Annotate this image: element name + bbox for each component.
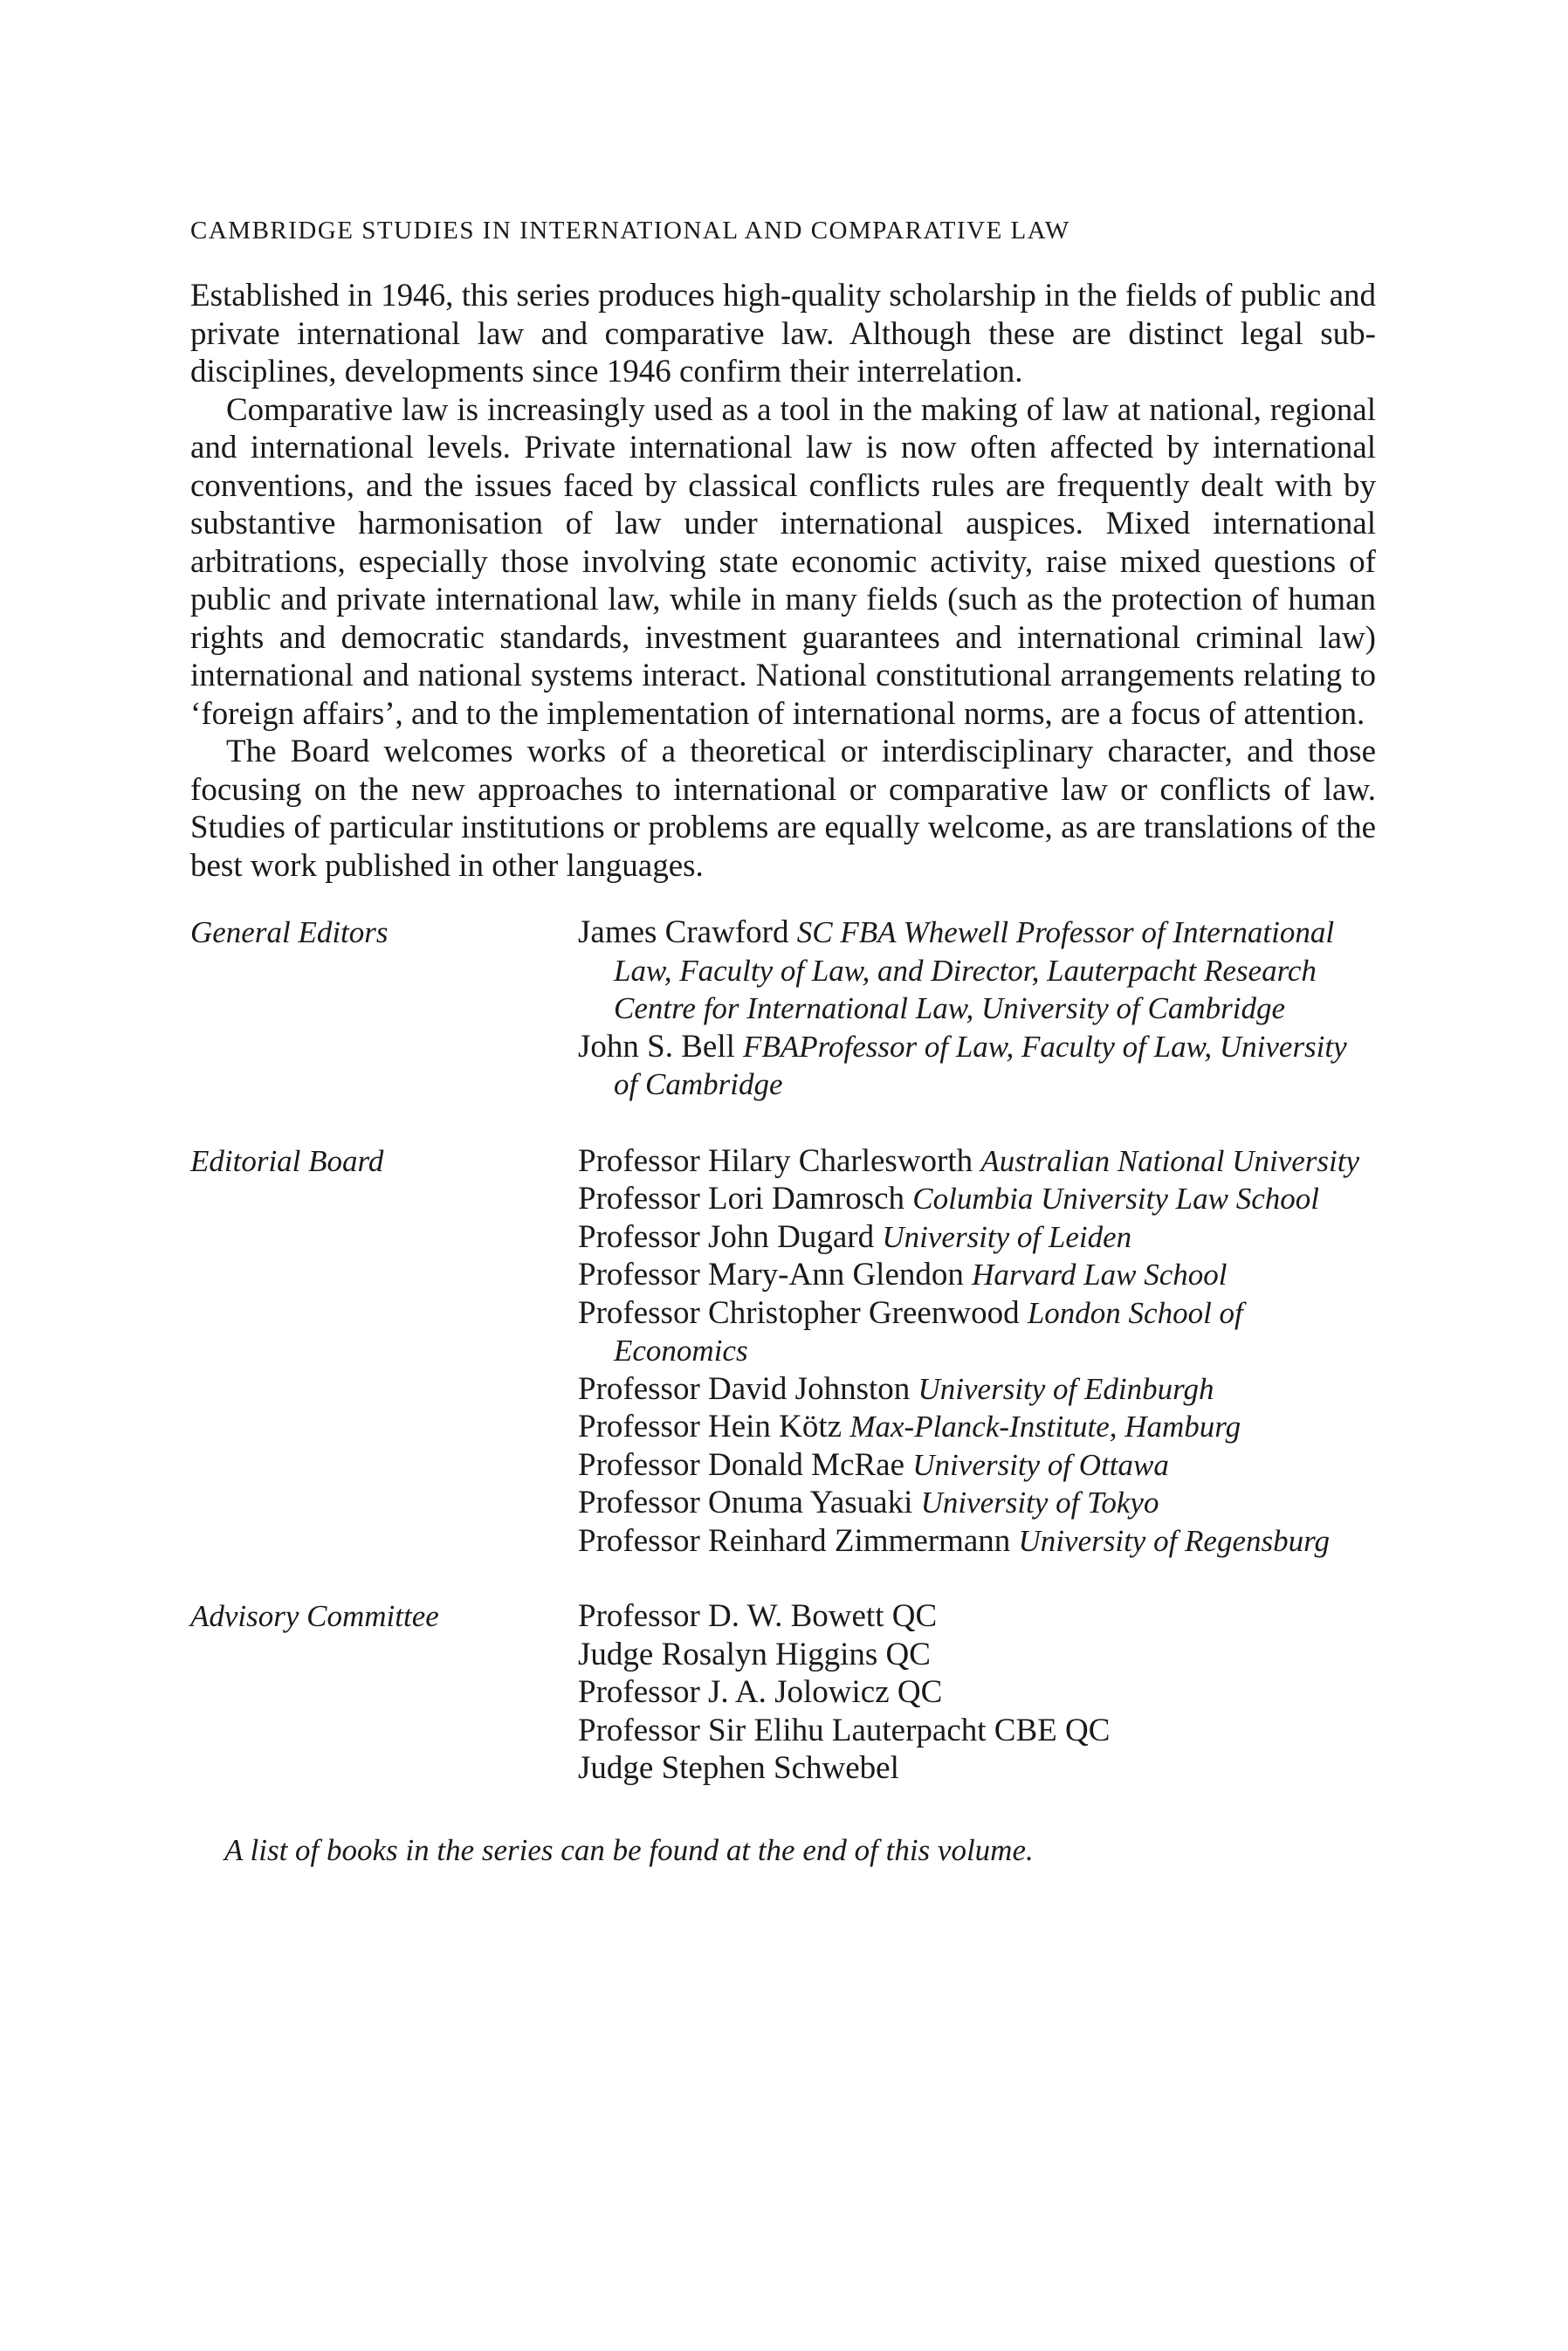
advisory-committee-group xyxy=(190,1597,1376,1788)
member-name: Professor Sir Elihu Lauterpacht CBE QC xyxy=(578,1712,1111,1748)
general-editors-label: General Editors xyxy=(190,915,389,949)
member-entry xyxy=(578,1484,1376,1522)
member-entry xyxy=(578,1597,1376,1636)
member-affiliation: University of Edinburgh xyxy=(918,1371,1214,1406)
member-entry xyxy=(578,1749,1376,1788)
member-name: Professor Onuma Yasuaki xyxy=(578,1485,913,1520)
member-name: Professor John Dugard xyxy=(578,1218,875,1255)
member-affiliation: FBAProfessor of Law, Faculty of Law, University of Cambridge xyxy=(614,1029,1347,1101)
board-welcome-paragraph: The Board welcomes works of a theoretical or interdisciplinary character, and those focusing on the new approaches to international or comparative law or conflicts of law. Studies of particular institutions or problems are equally welcome, as are translations of the best work published in other languages. xyxy=(190,734,1376,884)
member-entry xyxy=(578,1673,1376,1712)
advisory-committee-label: Advisory Committee xyxy=(190,1599,439,1633)
member-name: Professor Donald McRae xyxy=(578,1446,905,1483)
member-name: Professor Hilary Charlesworth xyxy=(578,1142,973,1179)
member-entry xyxy=(578,1028,1376,1104)
member-entry xyxy=(578,1522,1376,1561)
member-entry xyxy=(578,1180,1376,1218)
member-name: Judge Stephen Schwebel xyxy=(578,1750,899,1786)
member-name: Professor Lori Damrosch xyxy=(578,1181,905,1217)
member-name: Professor Mary-Ann Glendon xyxy=(578,1257,964,1293)
general-editors-group xyxy=(190,914,1376,1104)
member-entry xyxy=(578,1370,1376,1409)
comparative-law-paragraph: Comparative law is increasingly used as a tool in the making of law at national, regional and international levels. Private international law is now often affected by international conventions, and the issues faced by classical conflicts rules are frequently dealt with by substantive harmonisation of law under international auspices. Mixed international arbitrations, especially those involving state economic activity, raise mixed questions of public and private international law, while in many fields (such as the protection of human rights and democratic standards, investment guarantees and international criminal law) international and national systems interact. National constitutional arrangements relating to ‘foreign affairs’, and to the implementation of international norms, are a focus of attention. xyxy=(190,391,1376,732)
intro-paragraph: Established in 1946, this series produces high-quality scholarship in the fields of public and private international law and comparative law. Although these are distinct legal sub-disciplines, developments since 1946 confirm their interrelation. xyxy=(190,278,1376,390)
series-front-matter-page xyxy=(190,218,1376,1869)
member-entry xyxy=(578,914,1376,1028)
member-affiliation: University of Ottawa xyxy=(912,1447,1169,1482)
member-name: Judge Rosalyn Higgins QC xyxy=(578,1636,931,1672)
series-title: CAMBRIDGE STUDIES IN INTERNATIONAL AND COMPARATIVE LAW xyxy=(190,217,1070,245)
member-entry xyxy=(578,1142,1376,1181)
board-listing xyxy=(190,914,1376,1788)
member-entry xyxy=(578,1294,1376,1370)
member-name: Professor D. W. Bowett QC xyxy=(578,1598,938,1634)
member-affiliation: University of Leiden xyxy=(882,1219,1132,1254)
member-name: Professor David Johnston xyxy=(578,1370,911,1407)
member-name: James Crawford xyxy=(578,914,789,950)
member-name: John S. Bell xyxy=(578,1028,735,1065)
member-name: Professor Christopher Greenwood xyxy=(578,1294,1020,1331)
member-entry xyxy=(578,1712,1376,1750)
member-affiliation: University of Tokyo xyxy=(920,1486,1159,1520)
member-entry xyxy=(578,1256,1376,1294)
member-entry xyxy=(578,1636,1376,1674)
member-name: Professor J. A. Jolowicz QC xyxy=(578,1674,943,1710)
advisory-committee-list xyxy=(578,1597,1376,1788)
member-name: Professor Hein Kötz xyxy=(578,1409,842,1444)
member-entry xyxy=(578,1218,1376,1257)
member-entry xyxy=(578,1408,1376,1446)
member-affiliation: London School of Economics xyxy=(614,1295,1243,1368)
member-affiliation: Columbia University Law School xyxy=(912,1182,1319,1216)
editorial-board-group xyxy=(190,1142,1376,1561)
member-affiliation: Harvard Law School xyxy=(972,1258,1228,1292)
editorial-board-list xyxy=(578,1142,1376,1561)
member-affiliation: SC FBA Whewell Professor of International Law, Faculty of Law, and Director, Lauterpacht Research Centre for International Law, University of Cambridge xyxy=(614,915,1335,1025)
general-editors-list xyxy=(578,914,1376,1104)
member-affiliation: Australian National University xyxy=(980,1143,1359,1178)
editorial-board-label: Editorial Board xyxy=(190,1143,384,1178)
member-affiliation: Max-Planck-Institute, Hamburg xyxy=(849,1410,1241,1444)
series-list-note: A list of books in the series can be found at the end of this volume. xyxy=(224,1832,1034,1867)
member-entry xyxy=(578,1446,1376,1485)
member-affiliation: University of Regensburg xyxy=(1018,1523,1330,1558)
member-name: Professor Reinhard Zimmermann xyxy=(578,1522,1011,1559)
